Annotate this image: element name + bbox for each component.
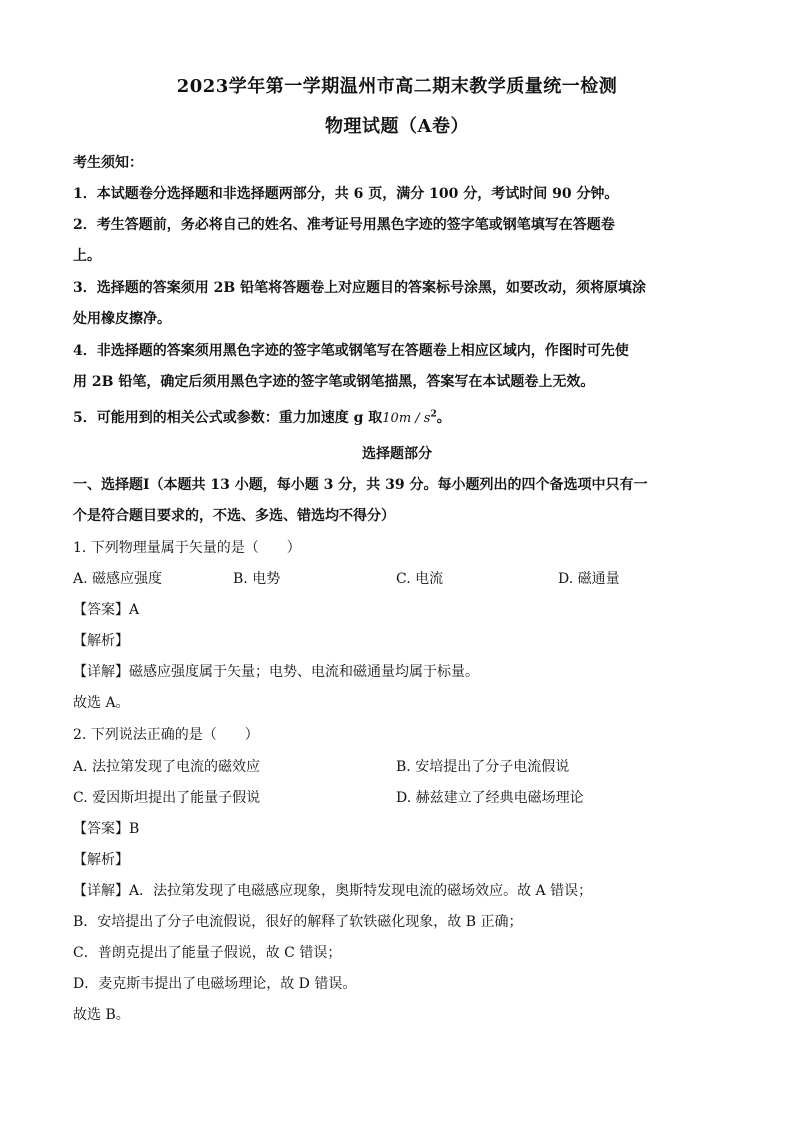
q2-option-b: B. 安培提出了分子电流假说 [396, 759, 570, 775]
part1-intro-line-2: 个是符合题目要求的，不选、多选、错选均不得分） [73, 508, 395, 524]
notice-item-5-prefix: 5．可能用到的相关公式或参数：重力加速度 g 取 [73, 410, 383, 426]
q2-detail-3: C．普朗克提出了能量子假说，故 C 错误； [73, 945, 342, 961]
notice-item-5 [73, 407, 451, 427]
page-title: 2023学年第一学期温州市高二期末教学质量统一检测 [176, 76, 618, 97]
q2-answer: 【答案】B [73, 821, 140, 837]
q2-detail-2: B．安培提出了分子电流假说，很好的解释了软铁磁化现象，故 B 正确； [73, 914, 523, 930]
q2-detail-1: 【详解】A．法拉第发现了电磁感应现象，奥斯特发现电流的磁场效应。故 A 错误； [73, 883, 593, 899]
gravity-value: 10m / s [382, 411, 431, 426]
part1-intro-line-1: 一、选择题Ⅰ（本题共 13 小题，每小题 3 分，共 39 分。每小题列出的四个备选项中只有一 [73, 477, 648, 493]
q1-stem: 1. 下列物理量属于矢量的是（ ） [73, 540, 301, 556]
q1-answer: 【答案】A [73, 602, 140, 618]
page-subtitle: 物理试题（A卷） [325, 116, 469, 137]
notice-item-3-line-2: 处用橡皮擦净。 [73, 311, 171, 327]
notice-item-4-line-2: 用 2B 铅笔，确定后须用黑色字迹的签字笔或钢笔描黑，答案写在本试题卷上无效。 [73, 374, 595, 390]
notice-heading: 考生须知： [73, 155, 143, 171]
notice-item-5-suffix: 。 [436, 410, 451, 426]
q2-stem: 2. 下列说法正确的是（ ） [73, 727, 259, 743]
q2-detail-4: D．麦克斯韦提出了电磁场理论，故 D 错误。 [73, 976, 357, 992]
q2-conclusion: 故选 B。 [73, 1007, 130, 1023]
notice-item-1: 1．本试题卷分选择题和非选择题两部分，共 6 页，满分 100 分，考试时间 90 分钟。 [73, 186, 619, 202]
q1-option-a: A. 磁感应强度 [73, 571, 163, 587]
section-title: 选择题部分 [362, 446, 432, 462]
q1-analysis-label: 【解析】 [73, 633, 129, 649]
q1-option-c: C. 电流 [396, 571, 444, 587]
q2-option-c: C. 爱因斯坦提出了能量子假说 [73, 790, 261, 806]
q2-option-a: A. 法拉第发现了电流的磁效应 [73, 759, 261, 775]
q1-option-d: D. 磁通量 [558, 571, 620, 587]
q1-conclusion: 故选 A。 [73, 695, 130, 711]
gravity-exponent: 2 [430, 409, 437, 420]
notice-item-2-line-1: 2．考生答题前，务必将自己的姓名、准考证号用黑色字迹的签字笔或钢笔填写在答题卷 [73, 217, 615, 233]
q1-option-b: B. 电势 [233, 571, 281, 587]
notice-item-3-line-1: 3．选择题的答案须用 2B 铅笔将答题卷上对应题目的答案标号涂黑，如要改动，须将原填涂 [73, 280, 647, 296]
q2-option-d: D. 赫兹建立了经典电磁场理论 [396, 790, 584, 806]
q2-analysis-label: 【解析】 [73, 852, 129, 868]
q1-detail: 【详解】磁感应强度属于矢量；电势、电流和磁通量均属于标量。 [73, 664, 479, 680]
notice-item-2-line-2: 上。 [73, 248, 101, 264]
notice-item-4-line-1: 4．非选择题的答案须用黑色字迹的签字笔或钢笔写在答题卷上相应区域内，作图时可先使 [73, 343, 629, 359]
